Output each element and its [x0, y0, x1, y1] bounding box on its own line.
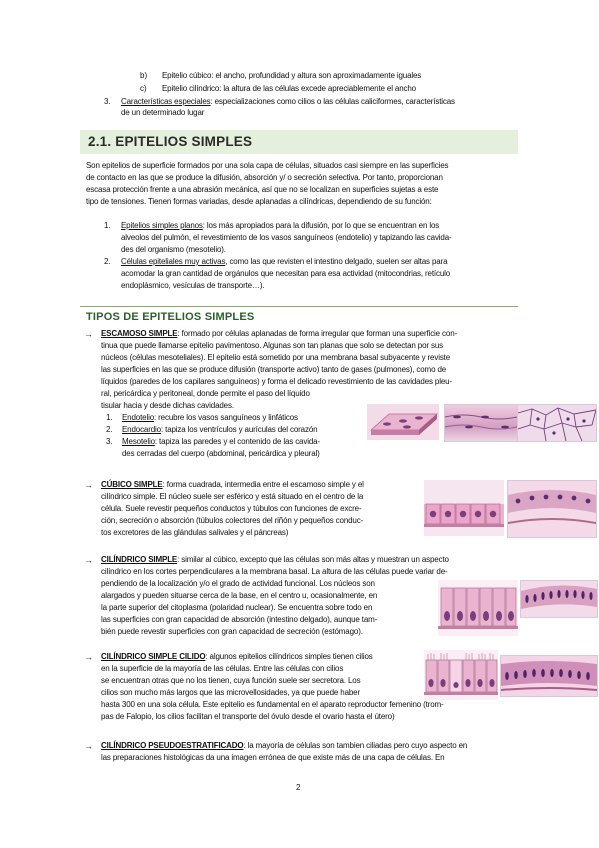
list-marker: b): [140, 71, 148, 80]
pseudo-line: [101, 740, 521, 752]
arrow-bullet-icon: →: [84, 480, 93, 490]
types-heading: TIPOS DE EPITELIOS SIMPLES: [86, 311, 255, 323]
cuboidal-micrograph: [507, 480, 597, 538]
term-text: : la mayoría de células son tambien ciliadas pero cuyo aspecto en: [243, 741, 468, 750]
list-marker: 2.: [104, 257, 111, 266]
ciliated-diagram: [424, 650, 498, 700]
cilindrico-line: alargados y pueden situarse cerca de la base, en el centro u, ocasionalmente, en: [101, 591, 378, 600]
ciliado-line: pas de Falopio, los cilios facilitan el transporte del óvulo desde el ovario hasta el útero): [101, 712, 395, 721]
cubico-line: célula. Suele revestir pequeños conductos y túbulos con funciones de excre-: [101, 504, 362, 513]
escamoso-item: [122, 412, 298, 424]
cubico-line: ción, secreción o absorción (túbulos colectores del riñón y pequeños conduc-: [101, 516, 364, 525]
arrow-bullet-icon: →: [84, 329, 93, 339]
escamoso-line: núcleos (células mesoteliales). El epitelio está sometido por una membrana basal subyacente y reviste: [101, 353, 451, 362]
escamoso-line: líquidos (paredes de los capilares sanguíneos) y forma el delicado revestimiento de las cavidades pleu-: [101, 377, 452, 386]
func-item-1-line: alveolos del pulmón, el revestimiento de los vasos sanguíneos (endotelio) y tapizando las cavida-: [121, 233, 452, 242]
squamous-diagram: [367, 404, 439, 440]
func-item-2: [121, 256, 521, 268]
arrow-bullet-icon: →: [84, 741, 93, 751]
cubico-line: cilíndrico simple. El núcleo suele ser esférico y está situado en el centro de la: [101, 492, 364, 501]
list-marker: 3.: [106, 437, 113, 446]
term-text: : forma cuadrada, intermedia entre el escamoso simple y el: [162, 480, 364, 489]
arrow-bullet-icon: →: [84, 652, 93, 662]
term: CILÍNDRICO SIMPLE: [101, 555, 178, 564]
section-heading-bar: [80, 130, 518, 154]
term: Células epiteliales muy activas: [121, 257, 226, 266]
intro-line: escasa protección frente a una abrasión mecánica, así que no se localizan en superficies sujetas a este: [86, 185, 439, 194]
ciliado-line: hasta 300 en una sola célula. Este epitelio es fundamental en el aparato reproductor femenino (trom-: [101, 700, 444, 709]
cubico-line: tos excretores de las glándulas salivales y el páncreas): [101, 528, 289, 537]
term-text: , como las que revisten el intestino delgado, suelen ser altas para: [225, 257, 448, 266]
squamous-micrograph-2: [517, 404, 597, 442]
cuboidal-diagram: [424, 480, 504, 536]
ciliado-line: [101, 651, 421, 663]
page-number: 2: [296, 783, 301, 792]
ciliado-line: cilios son mucho más largos que las microvellosidades, ya que puede haber: [101, 688, 360, 697]
list-item-3-cont: de un determinado lugar: [121, 108, 205, 117]
term: Endocardio: [122, 425, 161, 434]
cilindrico-line: bién puede revestir superficies con gran capacidad de secreción (estómago).: [101, 627, 363, 636]
pseudo-line: las preparaciones histológicas da una imagen errónea de que existe más de una capa de células. En: [101, 753, 445, 762]
escamoso-item: [122, 424, 317, 436]
list-item-c: Epitelio cilíndrico: la altura de las células excede apreciablemente el ancho: [162, 84, 416, 93]
term: Epitelios simples planos: [121, 221, 203, 230]
cubico-line: [101, 479, 421, 491]
ciliated-micrograph: [500, 655, 598, 697]
intro-line: tipo de tensiones. Tienen formas variadas, desde aplanadas a cilíndricas, dependiendo de su función:: [86, 197, 432, 206]
section-heading: 2.1. EPITELIOS SIMPLES: [88, 134, 253, 149]
cilindrico-line: cilíndrico en los cortes perpendiculares a la membrana basal. La altura de las células puede variar de-: [101, 567, 448, 576]
escamoso-item-cont: des cerradas del cuerpo (abdominal, pericárdica y pleural): [122, 449, 320, 458]
term-text: : recubre los vasos sanguíneos y linfáticos: [154, 413, 298, 422]
term-text: : tapiza las paredes y el contenido de las cavida-: [154, 437, 320, 446]
term-text: : especializaciones como cilios o las células caliciformes, características: [210, 97, 455, 106]
escamoso-item: [122, 436, 320, 448]
intro-line: de contacto en las que se produce la difusión, absorción y/ o secreción selectiva. Por tanto, proporcionan: [86, 173, 443, 182]
term: Endotelio: [122, 413, 155, 422]
escamoso-line: [101, 328, 521, 340]
ciliado-line: se encuentran otras que no los tienen, cuya función suele ser secretora. Los: [101, 676, 361, 685]
cilindrico-line: [101, 554, 521, 566]
term-text: : similar al cúbico, excepto que las células son más altas y muestran un aspecto: [177, 555, 449, 564]
func-item-2-line: endoplásmico, vesículas de transporte…).: [121, 281, 265, 290]
escamoso-line: tisular hacia y desde dichas cavidades.: [101, 401, 234, 410]
cilindrico-line: pendiendo de la localización y/o el grado de actividad funcional. Los núcleos son: [101, 579, 375, 588]
term: Mesotelio: [122, 437, 155, 446]
list-marker: 1.: [106, 413, 113, 422]
list-marker: 3.: [104, 97, 111, 106]
func-item-1: [121, 220, 521, 232]
term-text: : tapiza los ventrículos y aurículas del corazón: [160, 425, 318, 434]
intro-line: Son epitelios de superficie formados por una sola capa de células, situados casi siempre en las superficies: [86, 161, 449, 170]
ciliado-line: en la superficie de la mayoría de las células. Entre las células con cilios: [101, 664, 344, 673]
list-marker: c): [140, 84, 147, 93]
columnar-diagram: [438, 580, 518, 636]
escamoso-line: ral, pericárdica y peritoneal, donde permite el paso del líquido: [101, 389, 310, 398]
squamous-micrograph-1: [444, 404, 518, 442]
list-item-b: Epitelio cúbico: el ancho, profundidad y altura son aproximadamente iguales: [162, 71, 422, 80]
term: ESCAMOSO SIMPLE: [101, 329, 178, 338]
escamoso-line: las superficies en las que se produce difusión (transporte activo) tanto de gases (pulmones), como de: [101, 365, 447, 374]
func-item-2-line: acomodar la gran cantidad de orgánulos que necesitan para esa actividad (mitocondrias, retículo: [121, 269, 451, 278]
term-text: : algunos epitelios cilíndricos simples tienen cilios: [205, 652, 373, 661]
cilindrico-line: la parte superior del citoplasma (polaridad nuclear). Se encuentra sobre todo en: [101, 603, 373, 612]
term: CILÍNDRICO PSEUDOESTRATIFICADO: [101, 741, 244, 750]
term-text: : los más apropiados para la difusión, por lo que se encuentran en los: [202, 221, 440, 230]
list-marker: 1.: [104, 221, 111, 230]
term: CILÍNDRICO SIMPLE CILIDO: [101, 652, 206, 661]
list-item-3: [121, 96, 521, 108]
func-item-1-line: des del organismo (mesotelio).: [121, 245, 226, 254]
term-text: : formado por células aplanadas de forma irregular que forman una superficie con-: [177, 329, 458, 338]
term: Características especiales: [121, 97, 211, 106]
columnar-micrograph: [520, 580, 598, 618]
section-divider: [80, 306, 518, 307]
term: CÚBICO SIMPLE: [101, 480, 163, 489]
list-marker: 2.: [106, 425, 113, 434]
cilindrico-line: las superficies con gran capacidad de absorción (intestino delgado), aunque tam-: [101, 615, 378, 624]
arrow-bullet-icon: →: [84, 555, 93, 565]
escamoso-line: tinua que puede llamarse epitelio pavimentoso. Algunas son tan planas que solo se detectan por sus: [101, 341, 443, 350]
